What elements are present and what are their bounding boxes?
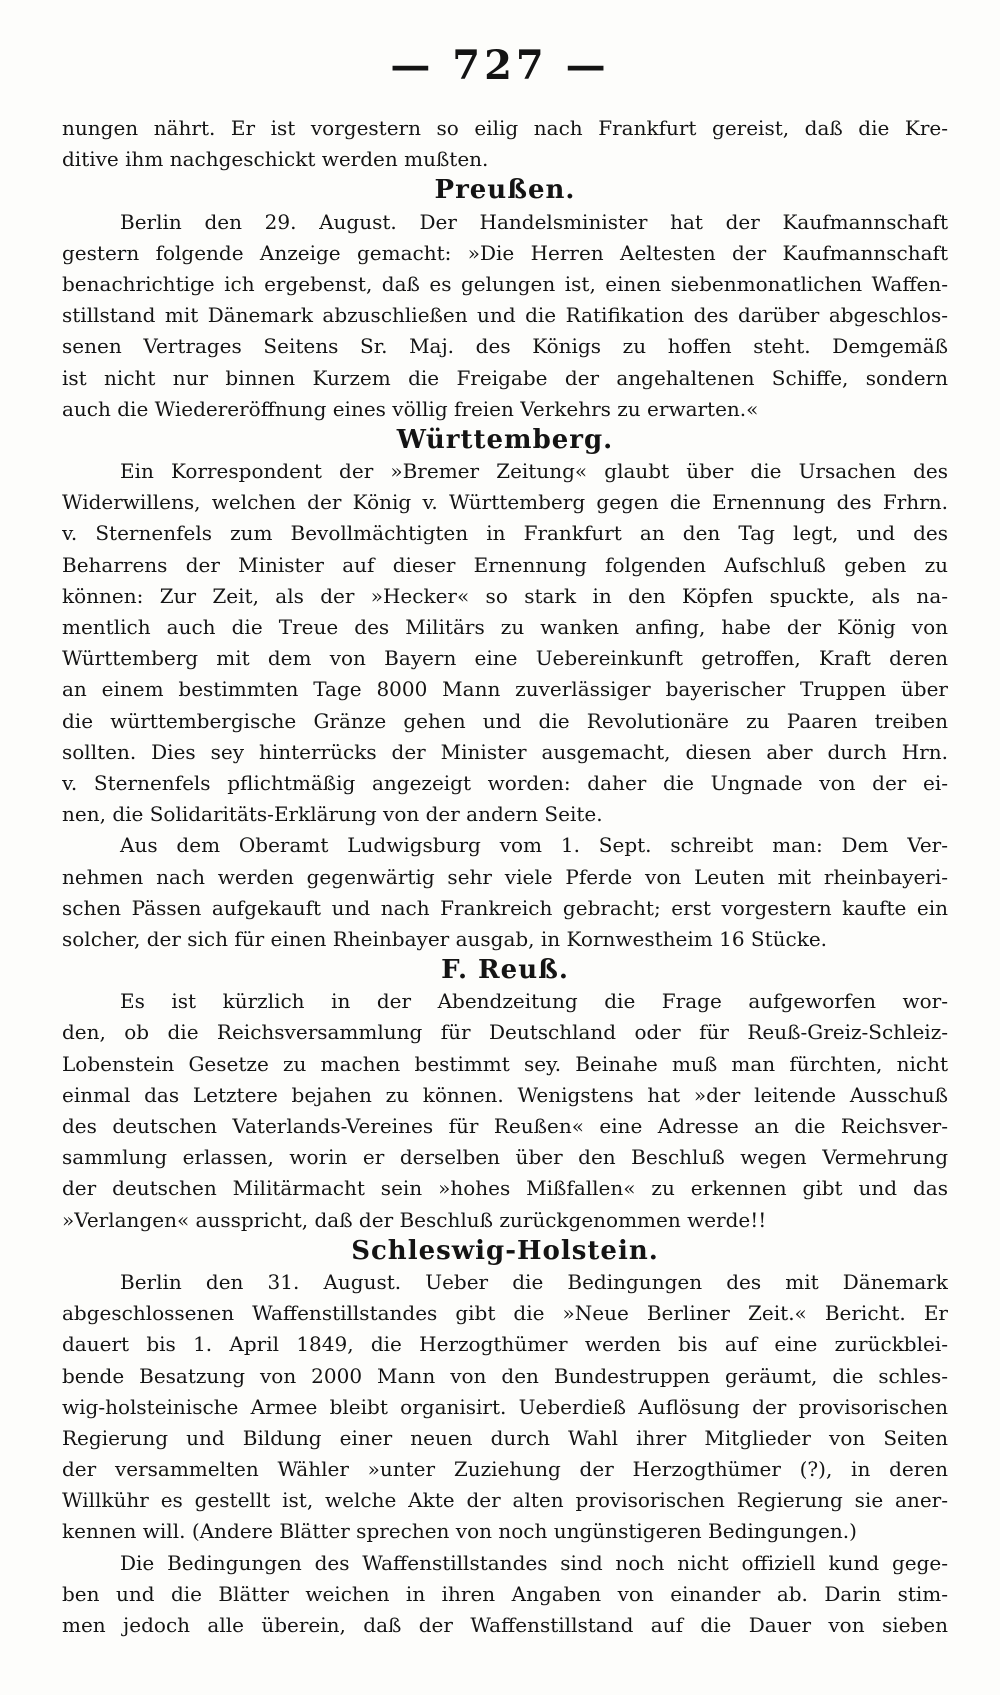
text-line: dauert bis 1. April 1849, die Herzogthümer werden bis auf eine zurückblei- — [62, 1332, 948, 1357]
text-line: ben und die Blätter weichen in ihren Angaben von einander ab. Darin stim- — [62, 1581, 948, 1606]
text-line: abgeschlossenen Waffenstillstandes gibt die »Neue Berliner Zeit.« Bericht. Er — [62, 1301, 948, 1326]
text-column — [62, 113, 948, 1641]
section-reuss — [62, 955, 948, 1236]
text-line: nen, die Solidaritäts-Erklärung von der andern Seite. — [62, 802, 603, 827]
text-line: Widerwillens, welchen der König v. Württemberg gegen die Ernennung des Frhrn. — [62, 490, 948, 515]
text-line: solcher, der sich für einen Rheinbayer ausgab, in Kornwestheim 16 Stücke. — [62, 926, 828, 951]
section-wuerttemberg — [62, 425, 948, 955]
section-heading: Württemberg. — [396, 424, 614, 455]
text-line: Berlin den 31. August. Ueber die Bedingungen des mit Dänemark — [120, 1269, 948, 1294]
text-line: Ein Korrespondent der »Bremer Zeitung« glaubt über die Ursachen des — [120, 459, 948, 484]
text-line: Württemberg mit dem von Bayern eine Uebereinkunft getroffen, Kraft deren — [62, 646, 948, 671]
text-line: v. Sternenfels zum Bevollmächtigten in Frankfurt an den Tag legt, und des — [62, 521, 948, 546]
page-number: — 727 — — [390, 42, 610, 89]
text-line: auch die Wiedereröffnung eines völlig freien Verkehrs zu erwarten.« — [62, 396, 759, 421]
text-line: ist nicht nur binnen Kurzem die Freigabe der angehaltenen Schiffe, sondern — [62, 365, 948, 390]
section-preussen — [62, 175, 948, 425]
text-line: gestern folgende Anzeige gemacht: »Die Herren Aeltesten der Kaufmannschaft — [62, 240, 948, 265]
text-line: sammlung erlassen, worin er derselben über den Beschluß wegen Vermehrung — [62, 1145, 948, 1170]
text-line: an einem bestimmten Tage 8000 Mann zuverlässiger bayerischer Truppen über — [62, 677, 948, 702]
text-line: der versammelten Wähler »unter Zuziehung der Herzogthümer (?), in deren — [62, 1457, 948, 1482]
text-line: bende Besatzung von 2000 Mann von den Bundestruppen geräumt, die schles- — [62, 1363, 948, 1388]
text-line: wig-holsteinische Armee bleibt organisirt. Ueberdieß Auflösung der provisorischen — [62, 1394, 948, 1419]
text-line: Beharrens der Minister auf dieser Ernennung folgenden Aufschluß geben zu — [62, 552, 948, 577]
text-line: der deutschen Militärmacht sein »hohes Mißfallen« zu erkennen gibt und das — [62, 1176, 948, 1201]
text-line: können: Zur Zeit, als der »Hecker« so stark in den Köpfen spuckte, als na- — [62, 583, 948, 608]
text-line: »Verlangen« ausspricht, daß der Beschluß zurückgenommen werde!! — [62, 1207, 767, 1232]
text-line: des deutschen Vaterlands-Vereines für Reußen« eine Adresse an die Reichsver- — [62, 1114, 948, 1138]
section-schleswig-holstein — [62, 1236, 948, 1641]
text-line: Berlin den 29. August. Der Handelsminister hat der Kaufmannschaft — [120, 209, 948, 234]
text-line: nehmen nach werden gegenwärtig sehr viele Pferde von Leuten mit rheinbayeri- — [62, 864, 948, 889]
text-line: Es ist kürzlich in der Abendzeitung die Frage aufgeworfen wor- — [120, 989, 948, 1014]
text-line: mentlich auch die Treue des Militärs zu wanken anfing, habe der König von — [62, 615, 948, 639]
section-heading: Preußen. — [434, 175, 576, 206]
text-line: men jedoch alle überein, daß der Waffenstillstand auf die Dauer von sieben — [62, 1613, 948, 1637]
text-line: sollten. Dies sey hinterrücks der Minister ausgemacht, diesen aber durch Hrn. — [62, 739, 948, 764]
text-line: v. Sternenfels pflichtmäßig angezeigt worden: daher die Ungnade von der ei- — [62, 770, 948, 795]
text-line: stillstand mit Dänemark abzuschließen und die Ratifikation des darüber abgeschlos- — [62, 303, 948, 328]
text-line: Willkühr es gestellt ist, welche Akte der alten provisorischen Regierung sie aner- — [62, 1488, 948, 1513]
text-line: schen Pässen aufgekauft und nach Frankreich gebracht; erst vorgestern kaufte ein — [62, 895, 948, 920]
text-line: Regierung und Bildung einer neuen durch Wahl ihrer Mitglieder von Seiten — [62, 1425, 948, 1450]
text-line: kennen will. (Andere Blätter sprechen von noch ungünstigeren Bedingungen.) — [62, 1519, 857, 1544]
text-line: senen Vertrages Seitens Sr. Maj. des Königs zu hoffen steht. Demgemäß — [62, 334, 948, 359]
section-heading: Schleswig-Holstein. — [351, 1235, 659, 1266]
text-line: Die Bedingungen des Waffenstillstandes sind noch nicht offiziell kund gege- — [120, 1550, 948, 1575]
section-heading: F. Reuß. — [441, 955, 569, 986]
text-line: benachrichtige ich ergebenst, daß es gelungen ist, einen siebenmonatlichen Waffen- — [62, 271, 948, 296]
text-line: die württembergische Gränze gehen und die Revolutionäre zu Paaren treiben — [62, 708, 948, 733]
text-line: nungen nährt. Er ist vorgestern so eilig nach Frankfurt gereist, daß die Kre- — [62, 116, 948, 140]
text-line: Aus dem Oberamt Ludwigsburg vom 1. Sept. schreibt man: Dem Ver- — [120, 833, 948, 858]
text-line: den, ob die Reichsversammlung für Deutschland oder für Reuß-Greiz-Schleiz- — [62, 1020, 948, 1045]
text-line: ditive ihm nachgeschickt werden mußten. — [62, 147, 489, 172]
text-line: einmal das Letztere bejahen zu können. Wenigstens hat »der leitende Ausschuß — [62, 1082, 948, 1107]
text-line: Lobenstein Gesetze zu machen bestimmt sey. Beinahe muß man fürchten, nicht — [62, 1051, 948, 1076]
section-continuation — [62, 113, 948, 175]
